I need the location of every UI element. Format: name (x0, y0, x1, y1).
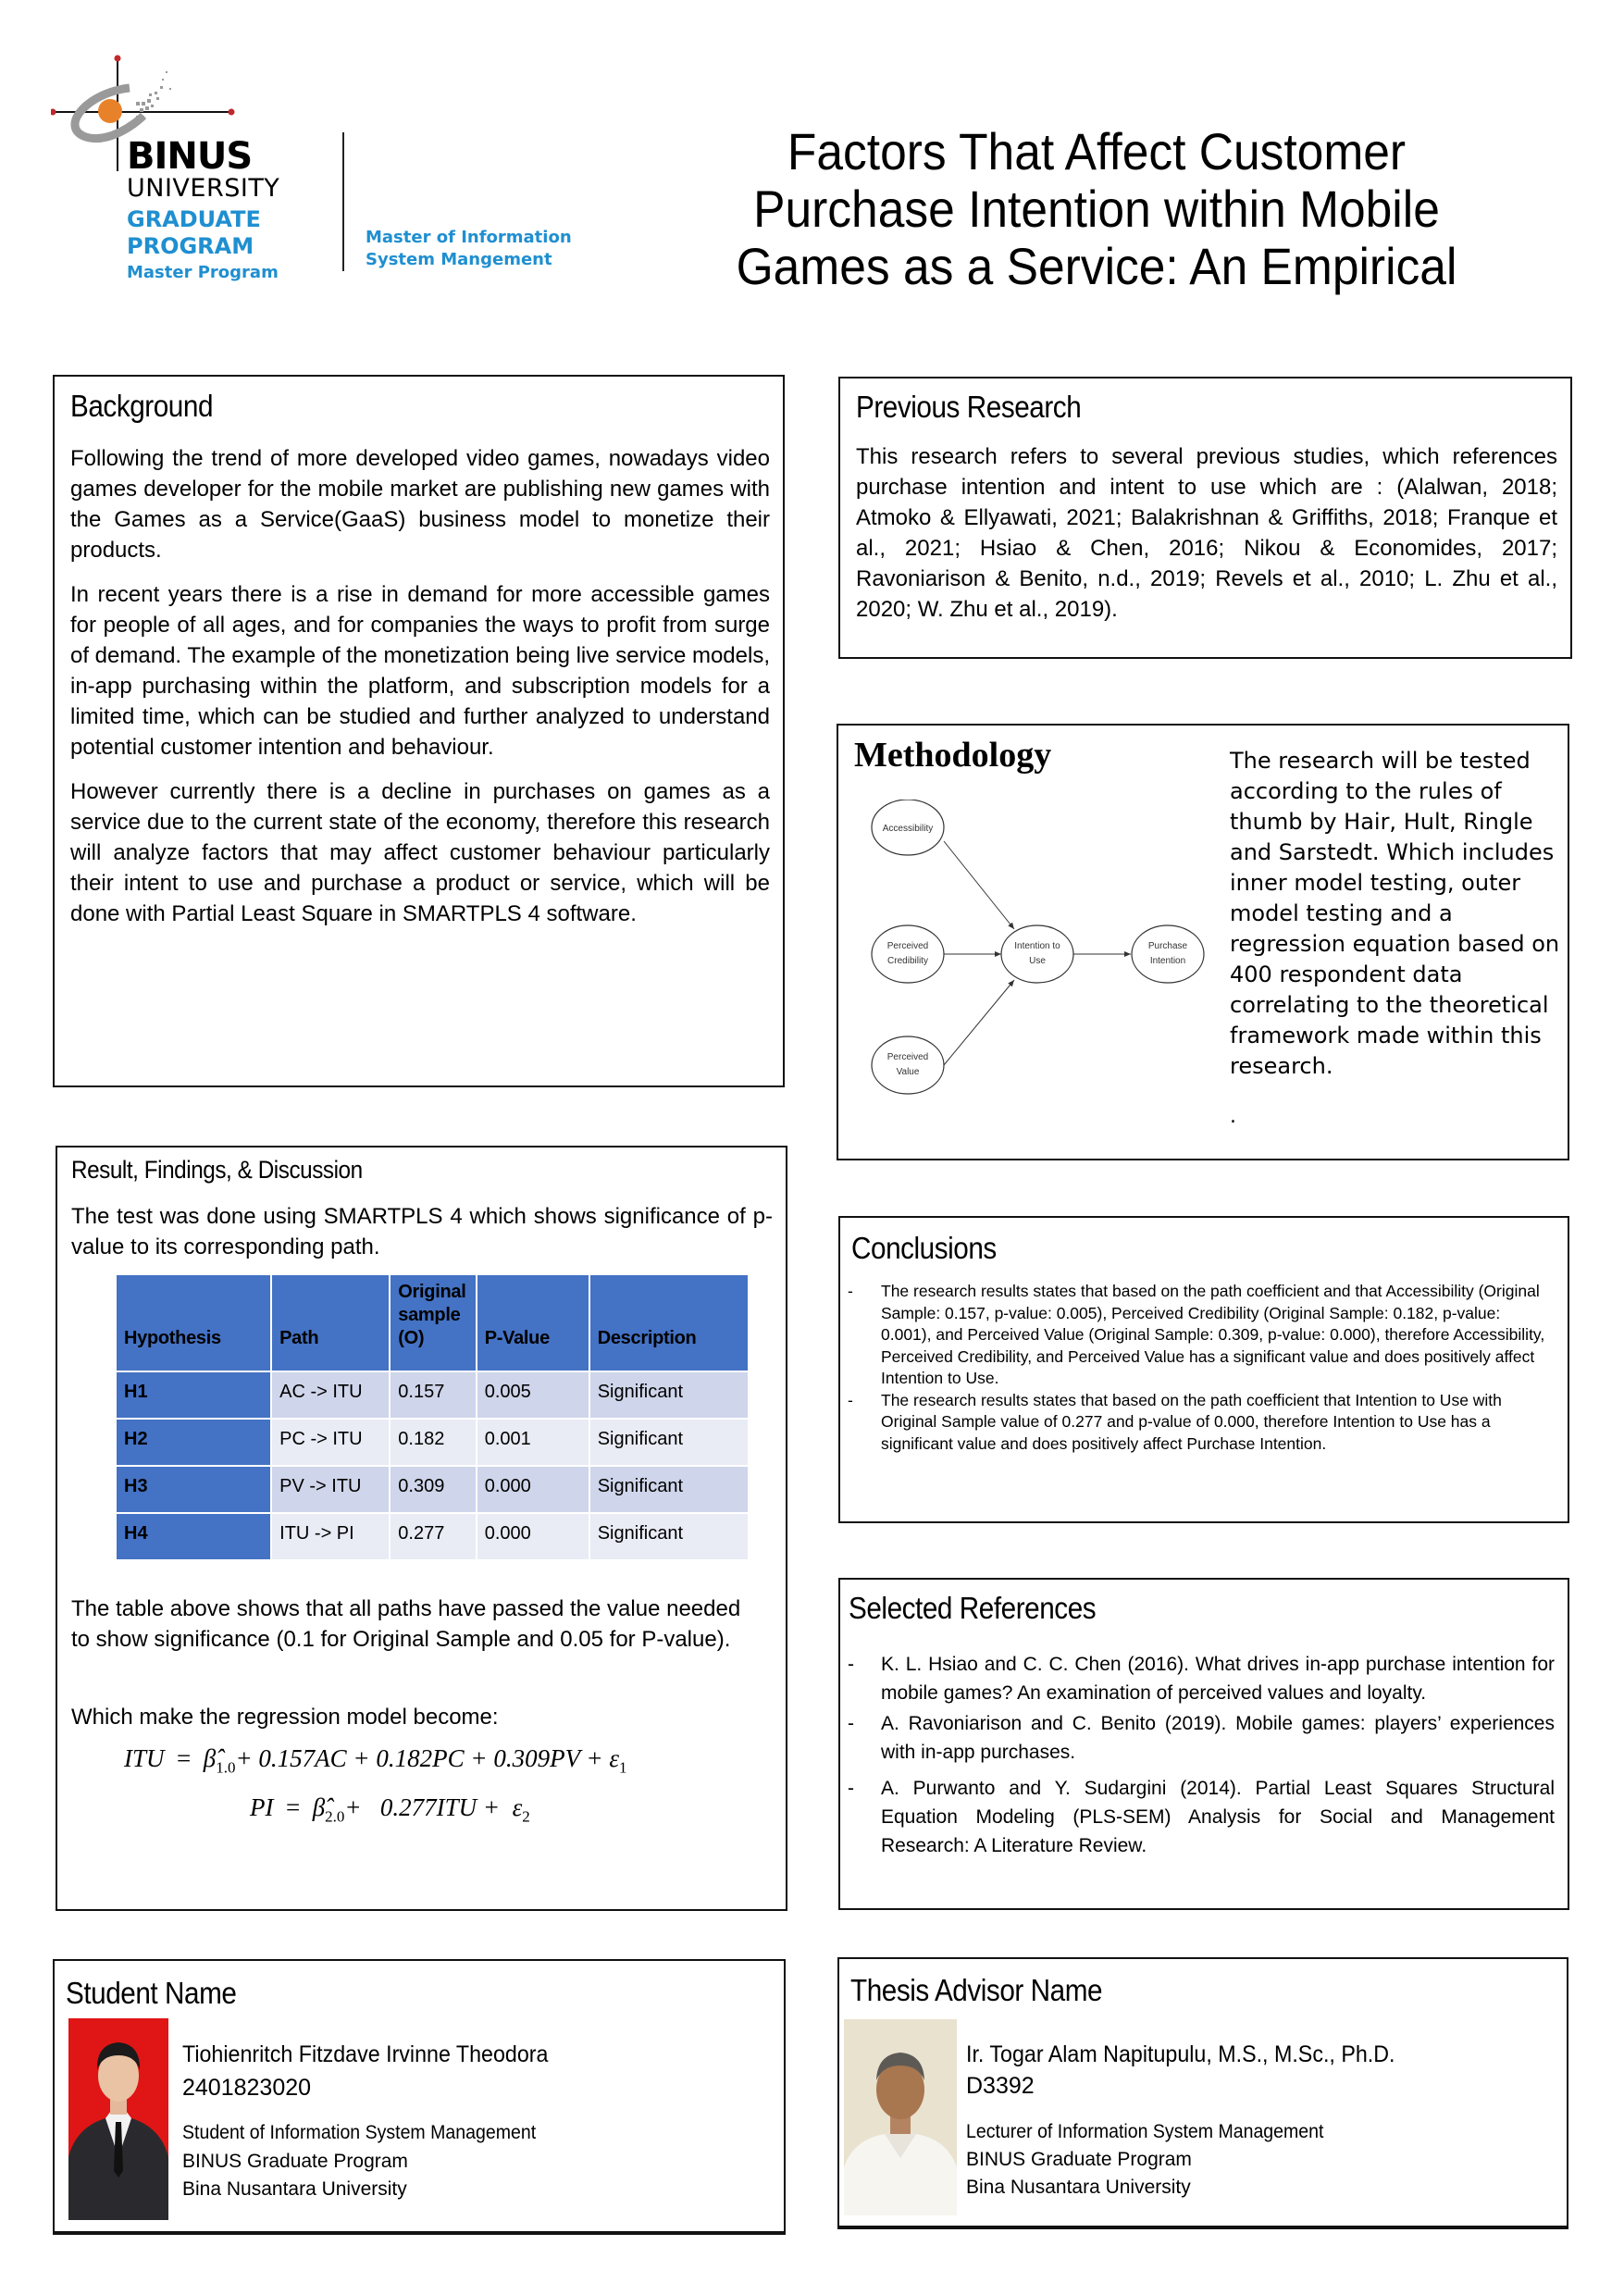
cell-description: Significant (590, 1467, 748, 1512)
cell-original-sample: 0.157 (391, 1372, 475, 1418)
student-role: Student of Information System Management (182, 2122, 537, 2143)
header-original-sample: Original sample (O) (391, 1275, 475, 1371)
logo-program-line1: Master of Information (366, 228, 572, 247)
binus-logo (51, 51, 606, 292)
methodology-trailing: . (1230, 1105, 1236, 1128)
header-p-value: P-Value (477, 1275, 589, 1371)
cell-p-value: 0.005 (477, 1372, 589, 1418)
advisor-section (837, 1957, 1568, 2229)
conclusions-section (838, 1216, 1569, 1523)
results-after-table: The table above shows that all paths have passed the value needed to show significance (0.1 for Original Sample and 0.05 for P-value). (71, 1596, 741, 1652)
background-paragraph: In recent years there is a rise in demand for more accessible games for people of all ages, and for companies the ways to profit from surge of demand. The example of the monetization being live service models, in-app purchasing within the platform, and subscription models for a limited time, which can be studied and further analyzed to understand potential customer intention and behaviour. (70, 582, 770, 760)
node-perceived-credibility (872, 925, 944, 983)
advisor-role: Lecturer of Information System Management (966, 2121, 1324, 2142)
cell-hypothesis: H3 (117, 1467, 270, 1512)
cell-hypothesis: H4 (117, 1514, 270, 1559)
background-body (70, 443, 770, 943)
svg-text:Purchase: Purchase (1147, 941, 1188, 951)
results-intro: The test was done using SMARTPLS 4 which shows significance of p-value to its corresponding path. (71, 1204, 773, 1259)
svg-text:Accessibility: Accessibility (882, 824, 934, 834)
title-line-2: Purchase Intention within Mobile (753, 180, 1440, 238)
person-avatar-icon (68, 2018, 168, 2220)
advisor-name: Ir. Togar Alam Napitupulu, M.S., M.Sc., Ph.D. (966, 2041, 1395, 2067)
cell-p-value: 0.000 (477, 1467, 589, 1512)
research-framework-diagram (866, 800, 1218, 1105)
student-photo (68, 2018, 168, 2220)
background-paragraph: Following the trend of more developed video games, nowadays video games developer for the mobile market are publishing new games with the Games as a Service(GaaS) business model to monetize their products. (70, 446, 770, 563)
results-section (56, 1146, 787, 1911)
cell-description: Significant (590, 1420, 748, 1465)
references-heading: Selected References (849, 1591, 1097, 1625)
cell-description: Significant (590, 1372, 748, 1418)
logo-graduate: GRADUATE (127, 206, 261, 232)
svg-text:Perceived: Perceived (886, 1052, 929, 1062)
poster-title (638, 123, 1555, 295)
references-list (840, 1650, 1555, 1860)
reference-item: - K. L. Hsiao and C. C. Chen (2016). What drives in-app purchase intention for mobile games? An examination of perceived values and loyalty. (840, 1650, 1555, 1707)
conclusion-item: - The research results states that based on the path coefficient and that Accessibility (Original Sample: 0.157, p-value: 0.005), Perceived Credibility (Original Sample: 0.182, p-value: 0.001), and Perceived Value (Original Sample: 0.309, p-value: 0.000), therefore Accessibility, Perceived Credibility, and Perceived Value has a significant value and does positively affect Intention to Use. (840, 1281, 1553, 1390)
table-row (117, 1372, 748, 1418)
svg-text:Perceived: Perceived (886, 941, 929, 951)
node-perceived-value (872, 1036, 944, 1094)
previous-research-heading: Previous Research (856, 390, 1082, 424)
methodology-heading: Methodology (854, 736, 1052, 775)
person-avatar-icon (844, 2019, 957, 2215)
cell-path: ITU -> PI (272, 1514, 389, 1559)
node-intention-to-use (1001, 925, 1073, 983)
background-heading: Background (70, 389, 214, 423)
title-line-1: Factors That Affect Customer (787, 122, 1407, 180)
conclusion-item: - The research results states that based on the path coefficient that Intention to Use with Original Sample value of 0.277 and p-value of 0.000, therefore Intention to Use has a significant value and does positively affect Purchase Intention. (840, 1390, 1553, 1456)
methodology-section (837, 724, 1569, 1160)
svg-text:Use: Use (1029, 956, 1046, 966)
svg-text:Intention: Intention (1149, 956, 1186, 966)
cell-p-value: 0.001 (477, 1420, 589, 1465)
svg-text:Credibility: Credibility (887, 956, 928, 966)
advisor-university: Bina Nusantara University (966, 2177, 1191, 2198)
cell-hypothesis: H2 (117, 1420, 270, 1465)
logo-program-line2: System Mangement (366, 250, 552, 269)
background-paragraph: However currently there is a decline in purchases on games as a service due to the current state of the economy, therefore this research will analyze factors that may affect customer behaviour particularly their intent to use and purchase a product or service, which will be done with Partial Least Square in SMARTPLS 4 software. (70, 779, 770, 926)
cell-original-sample: 0.277 (391, 1514, 475, 1559)
logo-master-program: Master Program (127, 263, 279, 282)
logo-divider (342, 132, 344, 271)
regression-intro: Which make the regression model become: (71, 1705, 499, 1730)
student-heading: Student Name (66, 1976, 237, 2010)
reference-item: - A. Purwanto and Y. Sudargini (2014). Partial Least Squares Structural Equation Modeling (PLS-SEM) Analysis for Social and Management Research: A Literature Review. (840, 1774, 1555, 1860)
logo-brand: BINUS (127, 135, 253, 178)
logo-program: PROGRAM (127, 233, 254, 259)
conclusions-heading: Conclusions (851, 1231, 997, 1265)
advisor-photo (844, 2019, 957, 2215)
cell-path: PV -> ITU (272, 1467, 389, 1512)
student-name: Tiohienritch Fitzdave Irvinne Theodora (182, 2041, 549, 2067)
conclusions-list (840, 1281, 1553, 1455)
results-table (115, 1273, 750, 1561)
header-description: Description (590, 1275, 748, 1371)
previous-research-body: This research refers to several previous studies, which references purchase intention and intent to use which are : (Alalwan, 2018; Atmoko & Ellyawati, 2021; Balakrishnan & Griffiths, 2018; Franque et al., 2021; Hsiao & Chen, 2016; Nikou & Economides, 2017; Ravoniarison & Benito, n.d., 2019; Revels et al., 2010; L. Zhu et al., 2020; W. Zhu et al., 2019). (856, 444, 1557, 622)
regression-equation-1: ITU = $\betâ_{1.0}+ 0.157AC + 0.182PC + 0.309PV + \varepsilon_1$ (124, 1744, 627, 1777)
student-university: Bina Nusantara University (182, 2178, 407, 2200)
table-row (117, 1420, 748, 1465)
regression-equation-2: PI = $\betâ_{2.0}+ 0.277ITU + \varepsilon_2$ (250, 1793, 530, 1826)
student-id: 2401823020 (182, 2075, 312, 2101)
table-row (117, 1467, 748, 1512)
table-row (117, 1514, 748, 1559)
node-accessibility (872, 800, 944, 855)
student-program: BINUS Graduate Program (182, 2151, 408, 2172)
references-section (838, 1578, 1569, 1910)
table-header-row (117, 1275, 748, 1371)
results-heading: Result, Findings, & Discussion (71, 1156, 363, 1184)
logo-university: UNIVERSITY (127, 174, 280, 203)
methodology-description: The research will be tested according to the rules of thumb by Hair, Hult, Ringle and Sarstedt. Which includes inner model testing, outer model testing and a regression equation based on 400 respondent data correlating to the theoretical framework made within this research. (1230, 748, 1560, 1079)
reference-item: - A. Ravoniarison and C. Benito (2019). Mobile games: players’ experiences with in-app purchases. (840, 1709, 1555, 1767)
advisor-program: BINUS Graduate Program (966, 2149, 1192, 2170)
advisor-heading: Thesis Advisor Name (850, 1973, 1103, 2007)
cell-p-value: 0.000 (477, 1514, 589, 1559)
svg-text:Value: Value (896, 1067, 920, 1077)
cell-description: Significant (590, 1514, 748, 1559)
cell-path: PC -> ITU (272, 1420, 389, 1465)
background-section (53, 375, 785, 1087)
title-line-3: Games as a Service: An Empirical (736, 237, 1457, 295)
cell-hypothesis: H1 (117, 1372, 270, 1418)
cell-path: AC -> ITU (272, 1372, 389, 1418)
student-section (53, 1959, 786, 2235)
cell-original-sample: 0.309 (391, 1467, 475, 1512)
previous-research-section (838, 377, 1572, 659)
svg-text:Intention to: Intention to (1014, 941, 1060, 951)
node-purchase-intention (1132, 925, 1204, 983)
header-path: Path (272, 1275, 389, 1371)
header-hypothesis: Hypothesis (117, 1275, 270, 1371)
advisor-id: D3392 (966, 2073, 1035, 2099)
cell-original-sample: 0.182 (391, 1420, 475, 1465)
